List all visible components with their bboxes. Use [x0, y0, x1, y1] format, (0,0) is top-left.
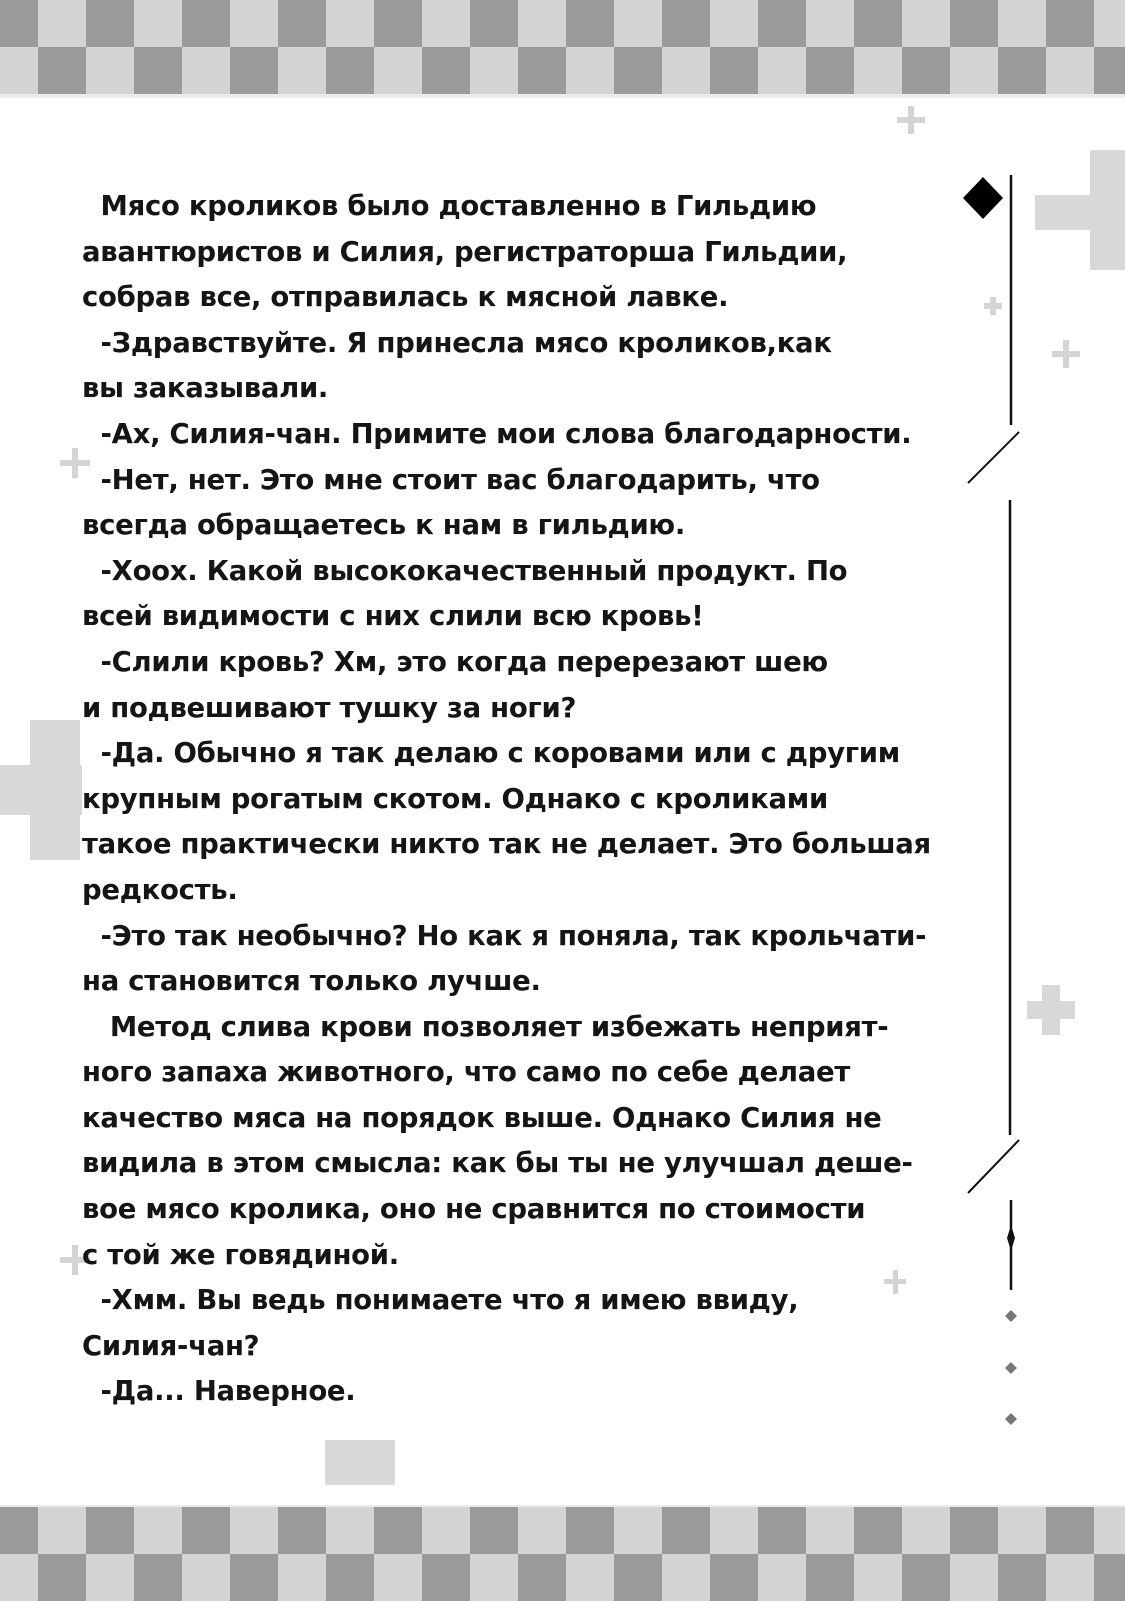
text-line: -Здравствуйте. Я принесла мясо кроликов,как	[82, 326, 832, 359]
text-line: крупным рогатым скотом. Однако с кроликами	[82, 782, 828, 815]
text-line: всегда обращаетесь к нам в гильдию.	[82, 509, 686, 542]
text-line: Метод слива крови позволяет избежать неприят-	[82, 1010, 889, 1043]
dot-icon	[1005, 1310, 1017, 1322]
text-line: -Слили кровь? Хм, это когда перерезают шею	[82, 645, 828, 678]
text-line: с той же говядиной.	[82, 1238, 399, 1271]
text-line: -Ах, Силия-чан. Примите мои слова благодарности.	[82, 417, 912, 450]
text-line: такое практически никто так не делает. Это большая	[82, 828, 931, 861]
text-line: собрав все, отправилась к мясной лавке.	[82, 281, 729, 314]
text-line: качество мяса на порядок выше. Однако Силия не	[82, 1101, 882, 1134]
text-line: -Да... Наверное.	[82, 1375, 356, 1408]
text-line: -Нет, нет. Это мне стоит вас благодарить, что	[82, 463, 820, 496]
text-line: ного запаха животного, что само по себе делает	[82, 1056, 851, 1089]
text-line: авантюристов и Силия, регистраторша Гильдии,	[82, 235, 848, 268]
text-line: Силия-чан?	[82, 1329, 260, 1362]
text-line: и подвешивают тушку за ноги?	[82, 691, 577, 724]
story-text	[82, 184, 982, 1415]
dot-icon	[1005, 1413, 1017, 1425]
text-line: вы заказывали.	[82, 372, 329, 405]
text-line: -Хоох. Какой высококачественный продукт. По	[82, 554, 848, 587]
text-line: -Хмм. Вы ведь понимаете что я имею ввиду,	[82, 1284, 799, 1317]
text-line: видила в этом смысла: как бы ты не улучшал деше-	[82, 1147, 913, 1180]
text-line: вое мясо кролика, оно не сравнится по стоимости	[82, 1193, 866, 1226]
text-line: всей видимости с них слили всю кровь!	[82, 600, 704, 633]
text-line: Мясо кроликов было доставленно в Гильдию	[82, 190, 817, 222]
text-line: редкость.	[82, 873, 238, 906]
text-line: -Да. Обычно я так делаю с коровами или с другим	[82, 737, 900, 770]
text-line: на становится только лучше.	[82, 965, 541, 998]
text-line: -Это так необычно? Но как я поняла, так крольчати-	[82, 919, 927, 952]
dot-icon	[1005, 1362, 1017, 1374]
